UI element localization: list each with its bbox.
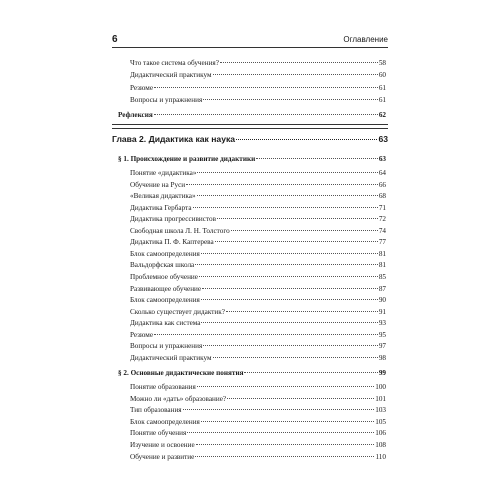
toc-item bbox=[130, 440, 386, 450]
toc-item bbox=[130, 95, 386, 105]
toc-entry-title: Что такое система обучения? bbox=[130, 59, 219, 67]
toc-entry-page: 62 bbox=[378, 111, 386, 119]
toc-entry-page: 97 bbox=[378, 342, 386, 351]
toc-entry-title: Резюме bbox=[130, 330, 154, 339]
toc-item bbox=[130, 191, 386, 201]
leader-dots bbox=[244, 372, 377, 373]
toc-entry-title: § 2. Основные дидактические понятия bbox=[118, 369, 244, 377]
toc-entry-page: 108 bbox=[375, 441, 386, 449]
toc-entry-title: Резюме bbox=[130, 83, 154, 92]
toc-entry-title: Тип образования bbox=[130, 406, 182, 415]
toc-reflection bbox=[118, 110, 386, 120]
toc-entry-title: Понятие «дидактика» bbox=[130, 169, 197, 177]
toc-entry-title: Дидактический практикум bbox=[130, 353, 212, 362]
toc-item bbox=[130, 452, 386, 462]
leader-dots bbox=[256, 158, 378, 159]
leader-dots bbox=[201, 299, 378, 300]
header-rule bbox=[112, 47, 388, 48]
leader-dots bbox=[201, 322, 377, 323]
toc-entry-title: «Великая дидактика» bbox=[130, 192, 196, 201]
toc-entry-page: 68 bbox=[378, 192, 386, 201]
toc-entry-page: 110 bbox=[375, 452, 386, 461]
leader-dots bbox=[203, 99, 378, 100]
toc-section bbox=[118, 368, 386, 378]
toc-entry-title: Дидактика как система bbox=[130, 319, 201, 328]
toc-item bbox=[130, 307, 386, 317]
toc-entry-title: Дидактика П. Ф. Каптерева bbox=[130, 238, 214, 247]
toc-item bbox=[130, 341, 386, 351]
leader-dots bbox=[195, 264, 378, 265]
leader-dots bbox=[236, 139, 377, 140]
toc-entry-title: Обучение и развитие bbox=[130, 452, 195, 461]
toc-entry-title: Понятие обучения bbox=[130, 429, 187, 438]
leader-dots bbox=[186, 184, 378, 185]
toc-entry-page: 95 bbox=[378, 330, 386, 339]
leader-dots bbox=[195, 456, 374, 457]
toc-entry-page: 63 bbox=[378, 155, 386, 163]
toc-entry-page: 85 bbox=[378, 272, 386, 281]
toc-entry-title: Дидактика прогрессивистов bbox=[130, 215, 216, 224]
toc-entry-page: 63 bbox=[378, 134, 388, 144]
leader-dots bbox=[183, 409, 375, 410]
toc-item bbox=[130, 83, 386, 93]
toc-item bbox=[130, 260, 386, 270]
toc-chapter bbox=[112, 134, 388, 144]
toc-entry-page: 103 bbox=[375, 406, 386, 415]
divider-rule bbox=[112, 124, 388, 125]
toc-entry-page: 101 bbox=[375, 394, 386, 403]
leader-dots bbox=[202, 288, 378, 289]
leader-dots bbox=[217, 218, 378, 219]
toc-entry-page: 105 bbox=[375, 417, 386, 426]
toc-entry-page: 100 bbox=[375, 383, 386, 391]
leader-dots bbox=[215, 241, 378, 242]
divider-rule bbox=[112, 128, 388, 129]
toc-item bbox=[130, 272, 386, 282]
leader-dots bbox=[231, 230, 378, 231]
toc-entry-title: Сколько существует дидактик? bbox=[130, 307, 225, 316]
page-number: 6 bbox=[112, 34, 118, 45]
page-header bbox=[112, 34, 388, 46]
toc-item bbox=[130, 295, 386, 305]
toc-entry-page: 61 bbox=[378, 96, 386, 105]
toc-entry-page: 60 bbox=[378, 71, 386, 80]
toc-entry-page: 74 bbox=[378, 226, 386, 235]
toc-item bbox=[130, 394, 386, 404]
toc-item bbox=[130, 330, 386, 340]
toc-entry-page: 66 bbox=[378, 180, 386, 189]
leader-dots bbox=[197, 386, 374, 387]
toc-item bbox=[130, 168, 386, 178]
toc-entry-page: 77 bbox=[378, 238, 386, 247]
leader-dots bbox=[213, 74, 378, 75]
leader-dots bbox=[193, 207, 378, 208]
leader-dots bbox=[197, 172, 377, 173]
toc-item bbox=[130, 249, 386, 259]
toc-item bbox=[130, 226, 386, 236]
toc-entry-page: 90 bbox=[378, 296, 386, 305]
toc-entry-title: Блок самоопределения bbox=[130, 296, 200, 305]
leader-dots bbox=[201, 421, 374, 422]
toc-item bbox=[130, 58, 386, 68]
toc-entry-page: 99 bbox=[378, 369, 386, 377]
toc-entry-page: 87 bbox=[378, 284, 386, 293]
toc-entry-page: 72 bbox=[378, 215, 386, 224]
toc-entry-title: Можно ли «дать» образование? bbox=[130, 394, 227, 403]
toc-entry-page: 61 bbox=[378, 83, 386, 92]
leader-dots bbox=[197, 195, 378, 196]
running-title: Оглавление bbox=[343, 35, 388, 44]
toc-item bbox=[130, 237, 386, 247]
toc-entry-page: 91 bbox=[378, 307, 386, 316]
leader-dots bbox=[199, 276, 378, 277]
toc-entry-page: 81 bbox=[378, 249, 386, 258]
toc-entry-title: Обучение на Руси bbox=[130, 180, 186, 189]
toc-entry-page: 93 bbox=[378, 319, 386, 328]
toc-entry-page: 64 bbox=[378, 169, 386, 177]
leader-dots bbox=[227, 398, 374, 399]
toc-item bbox=[130, 382, 386, 392]
leader-dots bbox=[220, 62, 378, 63]
toc-entry-title: Дидактика Гербарта bbox=[130, 203, 192, 212]
toc-item bbox=[130, 214, 386, 224]
toc-entry-page: 58 bbox=[378, 59, 386, 67]
toc-entry-title: Блок самоопределения bbox=[130, 249, 200, 258]
leader-dots bbox=[154, 87, 378, 88]
leader-dots bbox=[203, 345, 378, 346]
leader-dots bbox=[187, 432, 374, 433]
toc-item bbox=[130, 180, 386, 190]
toc-entry-title: Глава 2. Дидактика как наука bbox=[112, 134, 236, 144]
leader-dots bbox=[201, 253, 378, 254]
toc-section bbox=[118, 154, 386, 164]
toc-entry-title: § 1. Происхождение и развитие дидактики bbox=[118, 155, 256, 163]
leader-dots bbox=[196, 444, 375, 445]
toc-entry-title: Свободная школа Л. Н. Толстого bbox=[130, 226, 230, 235]
toc-entry-title: Вальдорфская школа bbox=[130, 261, 195, 270]
leader-dots bbox=[154, 114, 378, 115]
toc-entry-title: Изучение и освоение bbox=[130, 441, 195, 449]
toc-entry-title: Дидактический практикум bbox=[130, 71, 212, 80]
leader-dots bbox=[154, 334, 378, 335]
toc-entry-title: Понятие образования bbox=[130, 383, 196, 391]
toc-entry-page: 106 bbox=[375, 429, 386, 438]
toc-entry-title: Вопросы и упражнения bbox=[130, 342, 203, 351]
toc-item bbox=[130, 318, 386, 328]
leader-dots bbox=[213, 357, 378, 358]
toc-entry-page: 71 bbox=[378, 203, 386, 212]
toc-item bbox=[130, 353, 386, 363]
toc-item bbox=[130, 428, 386, 438]
toc-entry-title: Рефлексия bbox=[118, 111, 153, 119]
toc-entry-page: 81 bbox=[378, 261, 386, 270]
toc-entry-title: Блок самоопределения bbox=[130, 417, 200, 426]
toc-item bbox=[130, 284, 386, 294]
toc-entry-page: 98 bbox=[378, 353, 386, 362]
toc-entry-title: Вопросы и упражнения bbox=[130, 96, 203, 105]
toc-entry-title: Проблемное обучение bbox=[130, 272, 198, 281]
toc-item bbox=[130, 70, 386, 80]
toc-item bbox=[130, 417, 386, 427]
toc-item bbox=[130, 203, 386, 213]
toc-entry-title: Развивающее обучение bbox=[130, 284, 202, 293]
toc-item bbox=[130, 405, 386, 415]
leader-dots bbox=[226, 311, 378, 312]
